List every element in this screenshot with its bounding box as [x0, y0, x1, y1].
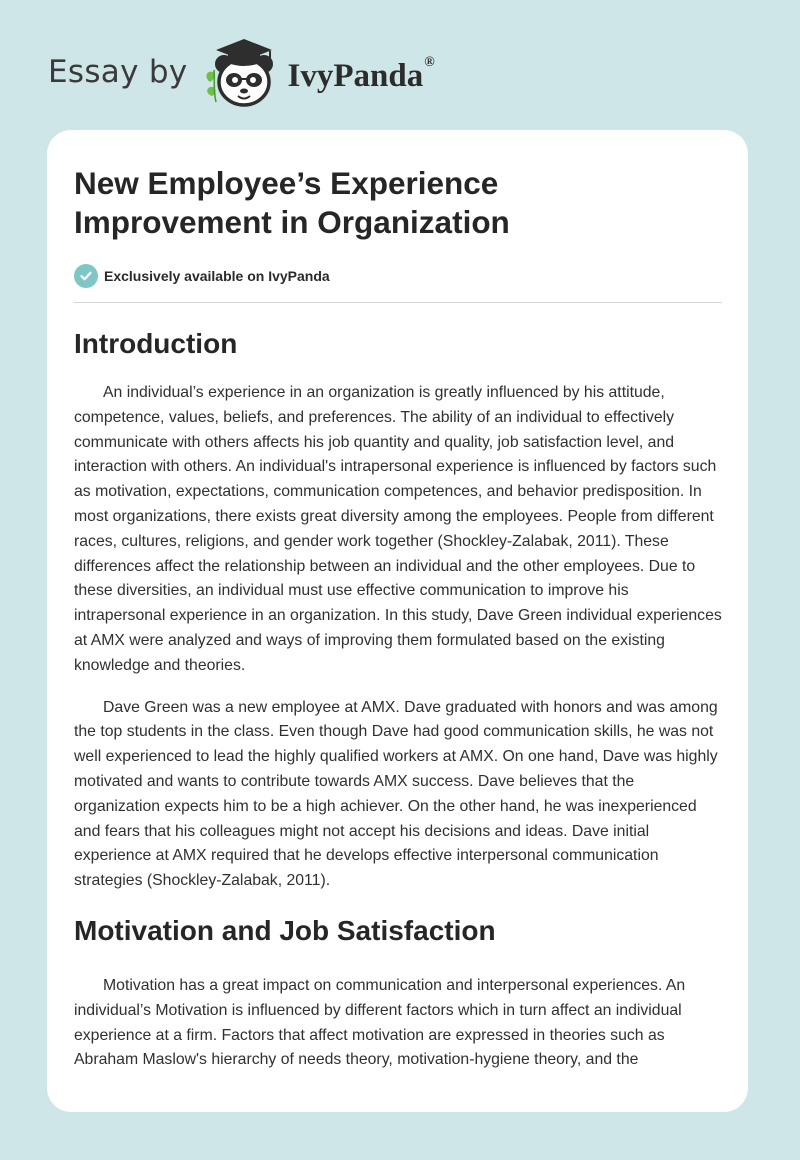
check-icon: [74, 264, 98, 288]
section-heading-introduction: Introduction: [74, 328, 238, 359]
divider: [74, 302, 722, 303]
paragraph: Dave Green was a new employee at AMX. Dave graduated with honors and was among the top students in the class. Even though Dave had good communication skills, he was not well experienced to lead the highly qualified workers at AMX. On one hand, Dave was highly motivated and wants to contribute towards AMX success. Dave believes that the organization expects him to be a high achiever. On the other hand, he was inexperienced and fears that his colleagues might not accept his decisions and ideas. Dave initial experience at AMX required that he develops effective interpersonal communication strategies (Shockley-Zalabak, 2011).: [74, 698, 718, 890]
essay-by-label: Essay by: [48, 54, 188, 90]
panda-graduate-icon[interactable]: [200, 34, 284, 110]
section-heading-motivation: Motivation and Job Satisfaction: [74, 914, 496, 946]
exclusive-label: Exclusively available on IvyPanda: [104, 268, 330, 284]
title-line-1: New Employee’s Experience: [74, 165, 499, 201]
paragraph: An individual’s experience in an organization is greatly influenced by his attitude, competence, values, beliefs, and preferences. The ability of an individual to effectively communicate with others affects his job quantity and quality, job satisfaction level, and interaction with others. An individual's intrapersonal experience is influenced by factors such as motivation, expectations, communication competences, and behavior predisposition. In most organizations, there exists great diversity among the employees. People from different races, cultures, religions, and gender work together (Shockley-Zalabak, 2011). These differences affect the relationship between an individual and the other employees. Due to these diversities, an individual must use effective communication to improve his intrapersonal experience in an organization. In this study, Dave Green individual experiences at AMX were analyzed and ways of improving them formulated based on the existing knowledge and theories.: [74, 384, 722, 674]
title-line-2: Improvement in Organization: [74, 204, 510, 240]
site-header: [48, 34, 435, 110]
page-title: [74, 164, 722, 242]
paragraph: Motivation has a great impact on communication and interpersonal experiences. An individual’s Motivation is influenced by different factors which in turn affect an individual experience at a firm. Factors that affect motivation are expressed in theories such as Abraham Maslow's hierarchy of needs theory, motivation-hygiene theory, and the: [74, 976, 686, 1069]
essay-card: [47, 130, 748, 1112]
registered-mark: ®: [424, 54, 435, 70]
brand-name[interactable]: [287, 54, 435, 95]
brand-text: IvyPanda: [287, 57, 424, 94]
exclusive-badge: [74, 264, 722, 288]
